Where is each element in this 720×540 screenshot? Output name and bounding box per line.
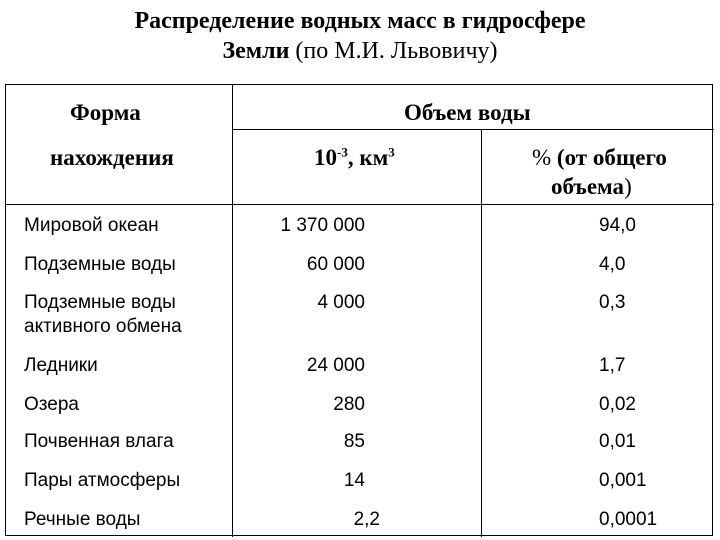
title-line1: Распределение водных масс в гидросфере — [134, 8, 586, 34]
row-7-name: Пары атмосферы — [24, 470, 181, 491]
divider-percent-column — [481, 129, 482, 537]
row-2-volume: 60 000 — [306, 254, 365, 275]
row-7-percent: 0,001 — [599, 470, 647, 491]
row-8-name: Речные воды — [24, 509, 141, 530]
row-7-volume: 14 — [343, 470, 365, 491]
page-title — [0, 6, 720, 36]
percent-close-paren: ) — [624, 174, 632, 199]
row-8-volume: 2,2 — [353, 509, 380, 530]
row-6-name: Почвенная влага — [24, 431, 174, 452]
row-1-volume: 1 370 000 — [280, 215, 365, 236]
row-1-name: Мировой океан — [24, 215, 159, 236]
row-5-volume: 280 — [333, 394, 365, 415]
row-5-percent: 0,02 — [599, 394, 636, 415]
row-4-name: Ледники — [24, 355, 98, 376]
row-6-volume: 85 — [343, 431, 365, 452]
percent-symbol: % — [532, 145, 552, 170]
row-5-name: Озера — [24, 394, 79, 415]
row-6-percent: 0,01 — [599, 431, 636, 452]
header-percent — [532, 144, 667, 172]
percent-volume-word: объема — [551, 174, 625, 199]
row-4-percent: 1,7 — [599, 355, 626, 376]
unit-cubic: 3 — [388, 144, 395, 160]
unit-exponent: -3 — [337, 144, 348, 160]
header-percent-line2 — [551, 173, 632, 201]
header-volume: Объем воды — [404, 100, 531, 125]
header-unit — [314, 144, 395, 172]
row-2-percent: 4,0 — [599, 254, 626, 275]
row-3-percent: 0,3 — [599, 292, 626, 313]
title-earth: Земли — [222, 38, 290, 64]
title-author: (по М.И. Львовичу) — [289, 38, 498, 64]
page-subtitle — [0, 36, 720, 66]
unit-km: , км — [347, 145, 389, 170]
percent-of-total: (от общего — [556, 145, 667, 170]
header-form: Форма — [70, 100, 141, 125]
unit-base: 10 — [314, 145, 337, 170]
divider-header-body — [6, 204, 714, 205]
row-8-percent: 0,0001 — [599, 509, 658, 530]
row-1-percent: 94,0 — [599, 215, 636, 236]
row-3-volume: 4 000 — [317, 292, 365, 313]
row-2-name: Подземные воды — [24, 254, 176, 275]
row-3-name: Подземные воды активного обмена — [24, 292, 182, 337]
divider-volume-header — [232, 129, 714, 130]
row-4-volume: 24 000 — [306, 355, 365, 376]
header-location: нахождения — [50, 145, 174, 170]
